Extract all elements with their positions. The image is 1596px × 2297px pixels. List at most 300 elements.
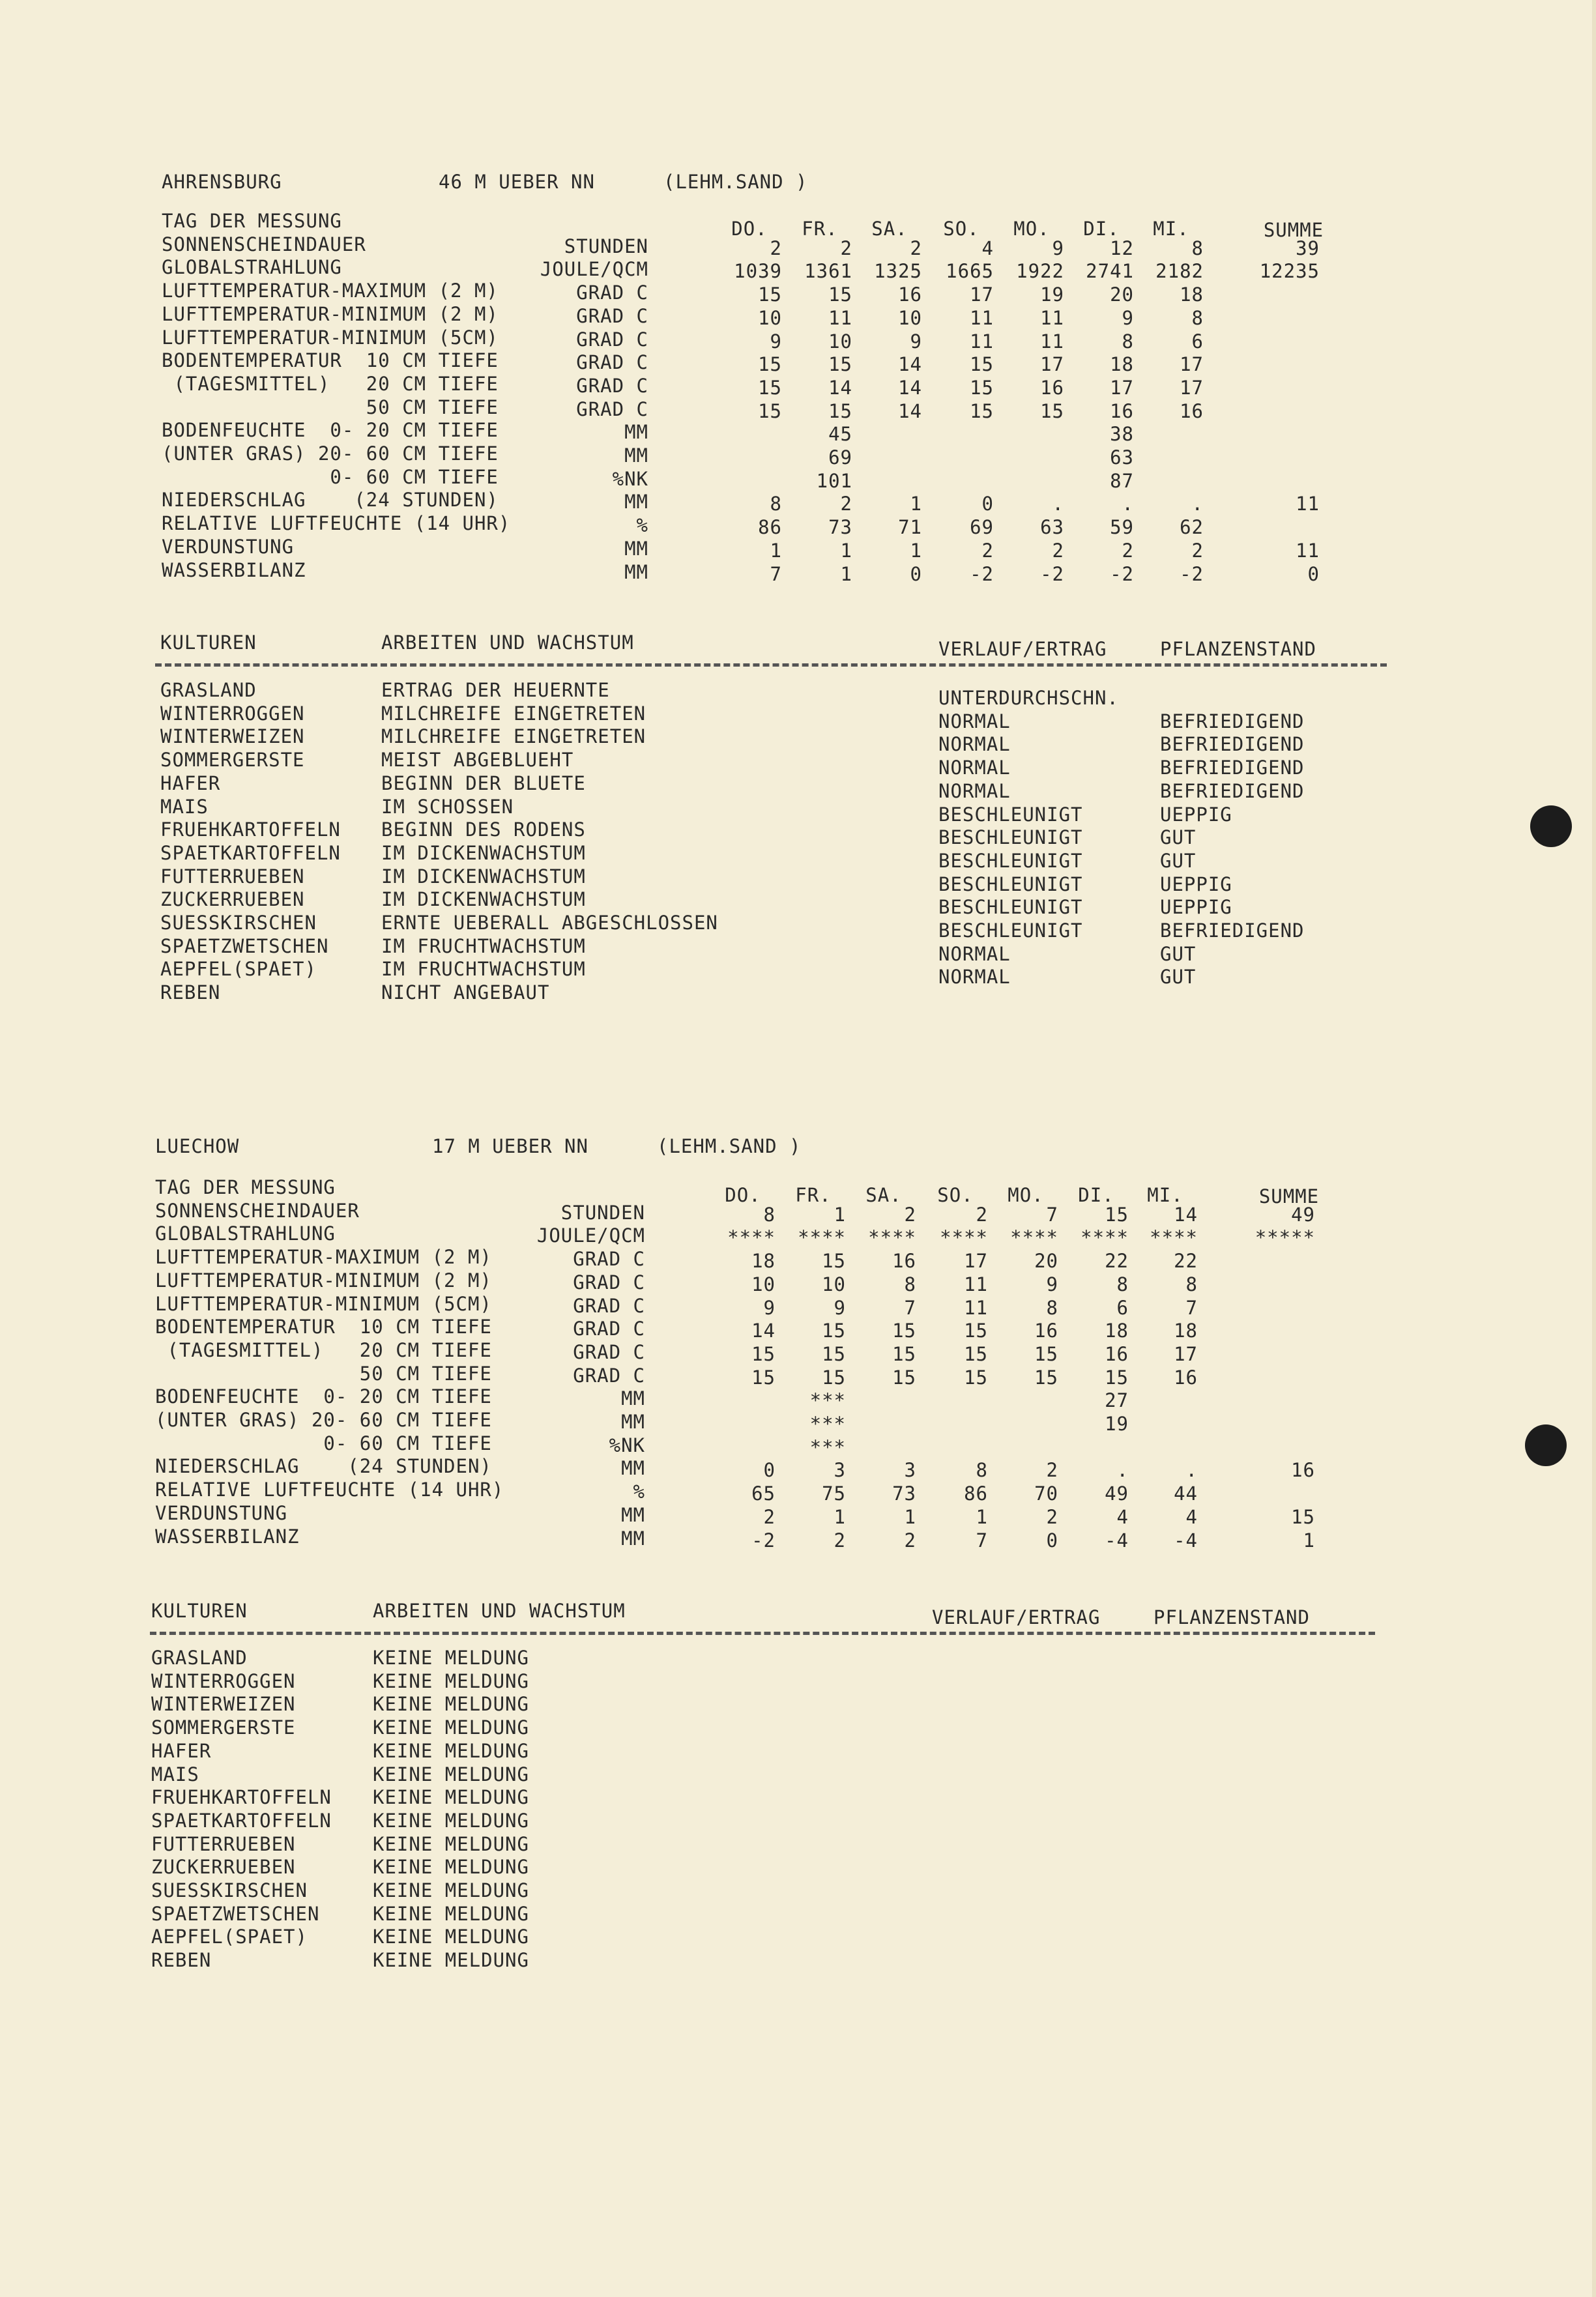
station1-value-cell: 15: [970, 376, 994, 399]
station1-row-label: (UNTER GRAS) 20- 60 CM TIEFE: [162, 442, 499, 465]
punch-hole: [1525, 1424, 1567, 1466]
station2-value-cell: 15: [892, 1366, 916, 1389]
station1-value-cell: 8: [770, 493, 782, 515]
station1-sum-cell: 39: [1296, 237, 1320, 259]
station1-crops-header-kulturen: KULTUREN: [160, 631, 257, 654]
station2-crops-header-stand: PFLANZENSTAND: [1153, 1606, 1310, 1628]
station1-value-cell: 11: [1040, 306, 1064, 329]
station1-crop-work: BEGINN DER BLUETE: [381, 772, 586, 794]
station1-value-cell: 63: [1110, 446, 1134, 469]
station2-value-cell: 17: [964, 1250, 988, 1273]
station1-value-cell: 9: [1052, 237, 1064, 259]
station2-row-unit: GRAD C: [573, 1271, 645, 1293]
station1-crops-divider: [155, 663, 1387, 667]
station1-row-label: BODENFEUCHTE 0- 20 CM TIEFE: [162, 419, 499, 442]
station1-crop-name: GRASLAND: [160, 679, 257, 701]
station1-row-label: (TAGESMITTEL) 20 CM TIEFE: [162, 372, 499, 395]
station2-value-cell: 20: [1034, 1250, 1058, 1273]
station1-crop-work: ERNTE UEBERALL ABGESCHLOSSEN: [381, 912, 718, 934]
station2-crop-work: KEINE MELDUNG: [373, 1809, 529, 1832]
station2-crop-name: FRUEHKARTOFFELN: [151, 1786, 332, 1809]
station2-value-cell: 15: [822, 1342, 846, 1365]
station1-crop-status: UEPPIG: [1160, 873, 1232, 895]
station1-value-cell: 11: [1040, 330, 1064, 353]
station1-row-unit: %NK: [612, 467, 648, 490]
station1-crop-name: SOMMERGERSTE: [160, 749, 305, 772]
station2-value-cell: 15: [1034, 1342, 1058, 1365]
station1-value-cell: 2: [840, 493, 852, 515]
station1-value-cell: 6: [1191, 330, 1204, 353]
station1-sum-cell: 11: [1296, 539, 1320, 562]
station1-value-cell: 15: [758, 353, 782, 376]
station2-row-unit: MM: [621, 1411, 645, 1433]
station2-value-cell: 15: [892, 1342, 916, 1365]
station2-value-cell: 8: [904, 1273, 916, 1295]
station2-value-cell: 22: [1174, 1250, 1198, 1273]
station2-value-cell: 18: [1174, 1320, 1198, 1342]
station1-sum-cell: 11: [1296, 493, 1320, 515]
station2-crop-name: SPAETZWETSCHEN: [151, 1902, 320, 1925]
station1-soil: (LEHM.SAND ): [663, 171, 808, 193]
station1-value-cell: 87: [1110, 469, 1134, 492]
station1-row-unit: GRAD C: [576, 374, 648, 397]
station1-value-cell: 69: [828, 446, 852, 469]
station2-row-label: NIEDERSCHLAG (24 STUNDEN): [155, 1455, 492, 1478]
station2-value-cell: 2: [976, 1203, 988, 1226]
station1-value-cell: 15: [828, 353, 852, 376]
station2-value-cell: 7: [1185, 1296, 1198, 1319]
station1-row-label: LUFTTEMPERATUR-MAXIMUM (2 M): [162, 280, 499, 302]
station2-value-cell: -4: [1174, 1529, 1198, 1552]
station2-crops-divider: [150, 1632, 1375, 1635]
station2-crop-name: HAFER: [151, 1739, 212, 1762]
station2-row-label: (TAGESMITTEL) 20 CM TIEFE: [155, 1338, 492, 1361]
station1-day-header: MO.: [1013, 218, 1050, 240]
station1-crop-name: SPAETZWETSCHEN: [160, 934, 329, 957]
station2-crop-name: AEPFEL(SPAET): [151, 1926, 308, 1948]
station1-value-cell: 1039: [734, 260, 782, 283]
station2-row-unit: MM: [621, 1503, 645, 1526]
station2-value-cell: ****: [940, 1226, 988, 1249]
station1-value-cell: 62: [1180, 516, 1204, 539]
station1-crop-status: UEPPIG: [1160, 803, 1232, 826]
station1-value-cell: 8: [1191, 306, 1204, 329]
station2-day-header: MO.: [1008, 1184, 1044, 1206]
station1-value-cell: 1: [910, 539, 922, 562]
station1-crop-name: MAIS: [160, 795, 209, 818]
station2-value-cell: 19: [1105, 1413, 1129, 1435]
station1-value-cell: 101: [816, 469, 852, 492]
station2-sum-cell: 15: [1291, 1505, 1315, 1528]
station2-crop-name: SOMMERGERSTE: [151, 1716, 296, 1739]
station1-value-cell: 7: [770, 562, 782, 585]
station2-value-cell: 75: [822, 1482, 846, 1505]
station2-row-label: BODENTEMPERATUR 10 CM TIEFE: [155, 1316, 492, 1338]
station1-row-unit: GRAD C: [576, 328, 648, 351]
station1-crop-name: SUESSKIRSCHEN: [160, 912, 317, 934]
station1-value-cell: 15: [1040, 399, 1064, 422]
station2-day-header: DI.: [1078, 1184, 1114, 1206]
station1-row-label: TAG DER MESSUNG: [162, 210, 342, 232]
station1-crop-course: BESCHLEUNIGT: [938, 826, 1083, 849]
station1-value-cell: 18: [1180, 283, 1204, 306]
station1-value-cell: 15: [758, 399, 782, 422]
station1-value-cell: 14: [828, 376, 852, 399]
station2-value-cell: 10: [822, 1273, 846, 1295]
station1-value-cell: 1: [840, 539, 852, 562]
station2-crop-name: FUTTERRUEBEN: [151, 1832, 296, 1855]
station2-crop-work: KEINE MELDUNG: [373, 1902, 529, 1925]
station1-value-cell: 14: [898, 376, 922, 399]
station2-value-cell: 8: [976, 1459, 988, 1482]
station1-value-cell: 1: [910, 493, 922, 515]
station1-value-cell: 9: [770, 330, 782, 353]
station2-crop-work: KEINE MELDUNG: [373, 1693, 529, 1716]
station2-row-label: LUFTTEMPERATUR-MINIMUM (2 M): [155, 1269, 492, 1292]
station2-value-cell: 8: [1116, 1273, 1129, 1295]
station2-value-cell: ****: [1010, 1226, 1058, 1249]
station1-value-cell: 15: [828, 283, 852, 306]
station2-crop-work: KEINE MELDUNG: [373, 1669, 529, 1692]
station1-day-header: MI.: [1153, 218, 1189, 240]
station2-sum-cell: 1: [1303, 1529, 1315, 1552]
station1-value-cell: 14: [898, 353, 922, 376]
station2-crops-header-verlauf: VERLAUF/ERTRAG: [932, 1606, 1101, 1628]
station2-value-cell: 15: [1034, 1366, 1058, 1389]
station1-crops-header-arbeiten: ARBEITEN UND WACHSTUM: [381, 631, 634, 654]
station2-value-cell: 16: [1174, 1366, 1198, 1389]
station2-row-label: VERDUNSTUNG: [155, 1501, 288, 1524]
station1-value-cell: 4: [981, 237, 994, 259]
station2-crop-name: SPAETKARTOFFELN: [151, 1809, 332, 1832]
station2-row-label: RELATIVE LUFTFEUCHTE (14 UHR): [155, 1479, 504, 1501]
station1-crop-work: MILCHREIFE EINGETRETEN: [381, 702, 646, 725]
station1-day-header: DI.: [1083, 218, 1120, 240]
station2-value-cell: 8: [1185, 1273, 1198, 1295]
station1-crop-course: NORMAL: [938, 757, 1011, 779]
station1-row-unit: STUNDEN: [564, 235, 648, 257]
station2-value-cell: 4: [1185, 1505, 1198, 1528]
station1-row-unit: MM: [624, 491, 648, 513]
station2-crop-work: KEINE MELDUNG: [373, 1949, 529, 1972]
station1-value-cell: 19: [1040, 283, 1064, 306]
station2-row-label: TAG DER MESSUNG: [155, 1176, 336, 1198]
station1-value-cell: 63: [1040, 516, 1064, 539]
station2-crop-name: GRASLAND: [151, 1647, 248, 1669]
station1-day-header: FR.: [802, 218, 838, 240]
station1-value-cell: 15: [758, 376, 782, 399]
station2-value-cell: 7: [904, 1296, 916, 1319]
station1-value-cell: 2: [981, 539, 994, 562]
station1-crop-course: NORMAL: [938, 710, 1011, 732]
station2-row-label: WASSERBILANZ: [155, 1525, 300, 1548]
station1-value-cell: .: [1191, 493, 1204, 515]
station2-value-cell: 8: [763, 1203, 776, 1226]
station1-sum-cell: 0: [1307, 562, 1320, 585]
station2-row-unit: GRAD C: [573, 1340, 645, 1363]
station1-value-cell: 16: [1040, 376, 1064, 399]
station2-sum-header: SUMME: [1258, 1185, 1320, 1207]
station1-value-cell: 2: [1052, 539, 1064, 562]
station1-value-cell: .: [1122, 493, 1134, 515]
station2-row-unit: %: [633, 1481, 645, 1503]
station2-value-cell: 2: [904, 1203, 916, 1226]
station2-value-cell: 16: [1034, 1320, 1058, 1342]
station1-crop-name: ZUCKERRUEBEN: [160, 888, 305, 911]
station1-value-cell: 12: [1110, 237, 1134, 259]
station1-value-cell: 17: [970, 283, 994, 306]
station1-row-unit: MM: [624, 537, 648, 560]
station1-crop-name: SPAETKARTOFFELN: [160, 841, 341, 864]
station1-row-unit: MM: [624, 444, 648, 467]
station1-value-cell: 14: [898, 399, 922, 422]
station2-row-label: SONNENSCHEINDAUER: [155, 1199, 360, 1222]
station2-value-cell: 18: [1105, 1320, 1129, 1342]
station1-elevation: 46 M UEBER NN: [439, 171, 595, 193]
station1-crop-name: FUTTERRUEBEN: [160, 865, 305, 888]
station2-crop-name: WINTERROGGEN: [151, 1669, 296, 1692]
station2-row-unit: GRAD C: [573, 1294, 645, 1317]
station1-crops-header-verlauf: VERLAUF/ERTRAG: [938, 638, 1107, 660]
station1-value-cell: 45: [828, 423, 852, 446]
paper-edge: [1592, 0, 1596, 2297]
station2-value-cell: 22: [1105, 1250, 1129, 1273]
station2-value-cell: 73: [892, 1482, 916, 1505]
station1-crop-status: GUT: [1160, 826, 1197, 849]
station1-row-unit: GRAD C: [576, 351, 648, 374]
station2-value-cell: 9: [763, 1296, 776, 1319]
station2-value-cell: 7: [1046, 1203, 1058, 1226]
station1-crop-status: BEFRIEDIGEND: [1160, 757, 1305, 779]
station2-value-cell: 44: [1174, 1482, 1198, 1505]
station2-value-cell: 18: [751, 1250, 776, 1273]
station1-value-cell: -2: [970, 562, 994, 585]
station1-row-unit: MM: [624, 560, 648, 583]
station1-value-cell: 17: [1180, 376, 1204, 399]
station2-day-header: MI.: [1147, 1184, 1183, 1206]
station2-value-cell: 16: [892, 1250, 916, 1273]
station1-value-cell: 59: [1110, 516, 1134, 539]
station1-value-cell: 11: [970, 330, 994, 353]
station1-value-cell: 8: [1122, 330, 1134, 353]
station2-value-cell: 49: [1105, 1482, 1129, 1505]
station2-crop-work: KEINE MELDUNG: [373, 1832, 529, 1855]
station1-crop-course: BESCHLEUNIGT: [938, 873, 1083, 895]
station1-row-label: BODENTEMPERATUR 10 CM TIEFE: [162, 349, 499, 372]
station2-crops-header-arbeiten: ARBEITEN UND WACHSTUM: [373, 1600, 626, 1622]
station1-crop-name: WINTERWEIZEN: [160, 725, 305, 748]
station1-sum-cell: 12235: [1259, 260, 1320, 283]
station1-crop-status: GUT: [1160, 942, 1197, 965]
station1-crop-course: NORMAL: [938, 966, 1011, 989]
station1-value-cell: 73: [828, 516, 852, 539]
station2-value-cell: ***: [809, 1389, 846, 1412]
station2-value-cell: ****: [727, 1226, 776, 1249]
station1-row-label: WASSERBILANZ: [162, 558, 306, 581]
station2-row-label: (UNTER GRAS) 20- 60 CM TIEFE: [155, 1409, 492, 1431]
station1-value-cell: 18: [1110, 353, 1134, 376]
station1-row-unit: MM: [624, 421, 648, 444]
station1-row-label: 50 CM TIEFE: [162, 396, 499, 418]
station1-row-label: LUFTTEMPERATUR-MINIMUM (5CM): [162, 326, 499, 349]
station2-value-cell: 11: [964, 1273, 988, 1295]
station1-value-cell: 17: [1180, 353, 1204, 376]
station1-value-cell: 0: [910, 562, 922, 585]
station1-crop-work: IM FRUCHTWACHSTUM: [381, 958, 586, 981]
station2-value-cell: 17: [1174, 1342, 1198, 1365]
station1-crop-work: IM DICKENWACHSTUM: [381, 888, 586, 911]
station2-value-cell: 86: [964, 1482, 988, 1505]
station1-row-unit: %: [636, 514, 648, 537]
station1-value-cell: 8: [1191, 237, 1204, 259]
station1-crop-work: NICHT ANGEBAUT: [381, 981, 550, 1004]
station1-value-cell: 16: [898, 283, 922, 306]
station2-value-cell: 0: [1046, 1529, 1058, 1552]
station1-day-header: SO.: [943, 218, 979, 240]
station2-row-unit: MM: [621, 1387, 645, 1410]
station2-value-cell: 1: [834, 1203, 846, 1226]
station2-value-cell: 2: [763, 1505, 776, 1528]
station1-row-unit: GRAD C: [576, 282, 648, 304]
station1-value-cell: 10: [898, 306, 922, 329]
station2-row-label: BODENFEUCHTE 0- 20 CM TIEFE: [155, 1385, 492, 1408]
station1-crop-work: IM FRUCHTWACHSTUM: [381, 934, 586, 957]
station2-row-unit: STUNDEN: [560, 1201, 645, 1224]
station1-value-cell: 1665: [946, 260, 994, 283]
station1-row-unit: GRAD C: [576, 397, 648, 420]
station2-sum-cell: 49: [1291, 1203, 1315, 1226]
station1-row-label: RELATIVE LUFTFEUCHTE (14 UHR): [162, 512, 511, 535]
station1-value-cell: -2: [1110, 562, 1134, 585]
station2-value-cell: .: [1185, 1459, 1198, 1482]
station2-row-unit: MM: [621, 1457, 645, 1480]
station2-value-cell: 2: [1046, 1505, 1058, 1528]
station2-value-cell: 1: [904, 1505, 916, 1528]
station2-day-header: DO.: [725, 1184, 761, 1206]
station2-row-label: LUFTTEMPERATUR-MAXIMUM (2 M): [155, 1246, 492, 1269]
station2-value-cell: 65: [751, 1482, 776, 1505]
station1-crop-status: GUT: [1160, 849, 1197, 872]
station2-crop-name: MAIS: [151, 1763, 199, 1785]
station2-value-cell: 15: [751, 1366, 776, 1389]
punch-hole: [1530, 805, 1572, 847]
station2-value-cell: 3: [904, 1459, 916, 1482]
station1-crop-work: BEGINN DES RODENS: [381, 818, 586, 841]
station2-day-header: SA.: [865, 1184, 902, 1206]
station1-crop-name: AEPFEL(SPAET): [160, 958, 317, 981]
station1-crop-course: NORMAL: [938, 779, 1011, 802]
station1-crop-name: REBEN: [160, 981, 221, 1004]
station1-crops-header-stand: PFLANZENSTAND: [1160, 638, 1316, 660]
station2-crop-work: KEINE MELDUNG: [373, 1856, 529, 1879]
station1-crop-status: BEFRIEDIGEND: [1160, 733, 1305, 756]
station2-row-unit: GRAD C: [573, 1248, 645, 1271]
station2-sum-cell: 16: [1291, 1459, 1315, 1482]
station1-value-cell: 71: [898, 516, 922, 539]
station1-row-label: GLOBALSTRAHLUNG: [162, 256, 342, 279]
station1-value-cell: -2: [1180, 562, 1204, 585]
station1-value-cell: 2: [770, 237, 782, 259]
station2-value-cell: 2: [904, 1529, 916, 1552]
station2-value-cell: 15: [892, 1320, 916, 1342]
station1-value-cell: 17: [1110, 376, 1134, 399]
station1-value-cell: 86: [758, 516, 782, 539]
station2-value-cell: 15: [964, 1320, 988, 1342]
station2-soil: (LEHM.SAND ): [657, 1135, 802, 1157]
station2-crop-name: REBEN: [151, 1949, 212, 1972]
station1-value-cell: 1361: [804, 260, 852, 283]
station2-value-cell: 2: [834, 1529, 846, 1552]
station2-value-cell: 15: [964, 1366, 988, 1389]
station2-value-cell: 8: [1046, 1296, 1058, 1319]
station2-value-cell: -2: [751, 1529, 776, 1552]
station1-value-cell: 1325: [874, 260, 922, 283]
station1-value-cell: 9: [910, 330, 922, 353]
station1-crop-work: ERTRAG DER HEUERNTE: [381, 679, 610, 701]
station1-row-unit: JOULE/QCM: [540, 258, 648, 281]
station2-value-cell: 14: [1174, 1203, 1198, 1226]
station1-crop-work: MEIST ABGEBLUEHT: [381, 749, 574, 772]
station1-crop-status: BEFRIEDIGEND: [1160, 779, 1305, 802]
station1-row-label: VERDUNSTUNG: [162, 535, 295, 558]
station1-crop-work: IM DICKENWACHSTUM: [381, 865, 586, 888]
station2-value-cell: 70: [1034, 1482, 1058, 1505]
station1-value-cell: 2: [1191, 539, 1204, 562]
station2-value-cell: 4: [1116, 1505, 1129, 1528]
station1-crop-course: BESCHLEUNIGT: [938, 849, 1083, 872]
station1-row-unit: GRAD C: [576, 304, 648, 327]
station2-day-header: SO.: [937, 1184, 974, 1206]
station1-crop-name: WINTERROGGEN: [160, 702, 305, 725]
station1-value-cell: .: [1052, 493, 1064, 515]
station1-row-label: NIEDERSCHLAG (24 STUNDEN): [162, 489, 499, 512]
station2-row-label: GLOBALSTRAHLUNG: [155, 1222, 336, 1245]
station2-crop-work: KEINE MELDUNG: [373, 1647, 529, 1669]
station1-row-label: SONNENSCHEINDAUER: [162, 233, 366, 255]
station2-value-cell: 15: [751, 1342, 776, 1365]
station1-value-cell: 9: [1122, 306, 1134, 329]
station1-crop-course: BESCHLEUNIGT: [938, 896, 1083, 919]
station2-row-label: 0- 60 CM TIEFE: [155, 1432, 492, 1454]
station1-value-cell: 2: [910, 237, 922, 259]
station2-row-unit: MM: [621, 1527, 645, 1550]
station1-value-cell: 11: [970, 306, 994, 329]
station2-row-label: LUFTTEMPERATUR-MINIMUM (5CM): [155, 1292, 492, 1315]
station1-crop-course: UNTERDURCHSCHN.: [938, 687, 1119, 709]
station2-row-unit: GRAD C: [573, 1318, 645, 1340]
station2-crop-work: KEINE MELDUNG: [373, 1716, 529, 1739]
station1-value-cell: -2: [1040, 562, 1064, 585]
station1-value-cell: 1: [840, 562, 852, 585]
station2-value-cell: 15: [1105, 1366, 1129, 1389]
station1-value-cell: 2: [1122, 539, 1134, 562]
station2-value-cell: 3: [834, 1459, 846, 1482]
station1-value-cell: 10: [758, 306, 782, 329]
station2-sum-cell: *****: [1255, 1226, 1315, 1249]
station1-crop-course: BESCHLEUNIGT: [938, 803, 1083, 826]
station2-value-cell: .: [1116, 1459, 1129, 1482]
station1-value-cell: 15: [828, 399, 852, 422]
station1-value-cell: 16: [1180, 399, 1204, 422]
station1-value-cell: 38: [1110, 423, 1134, 446]
station1-value-cell: 1922: [1016, 260, 1064, 283]
station1-day-header: SA.: [871, 218, 908, 240]
station1-day-header: DO.: [731, 218, 768, 240]
station1-value-cell: 15: [970, 353, 994, 376]
station2-value-cell: 6: [1116, 1296, 1129, 1319]
station1-value-cell: 20: [1110, 283, 1134, 306]
station2-value-cell: 14: [751, 1320, 776, 1342]
